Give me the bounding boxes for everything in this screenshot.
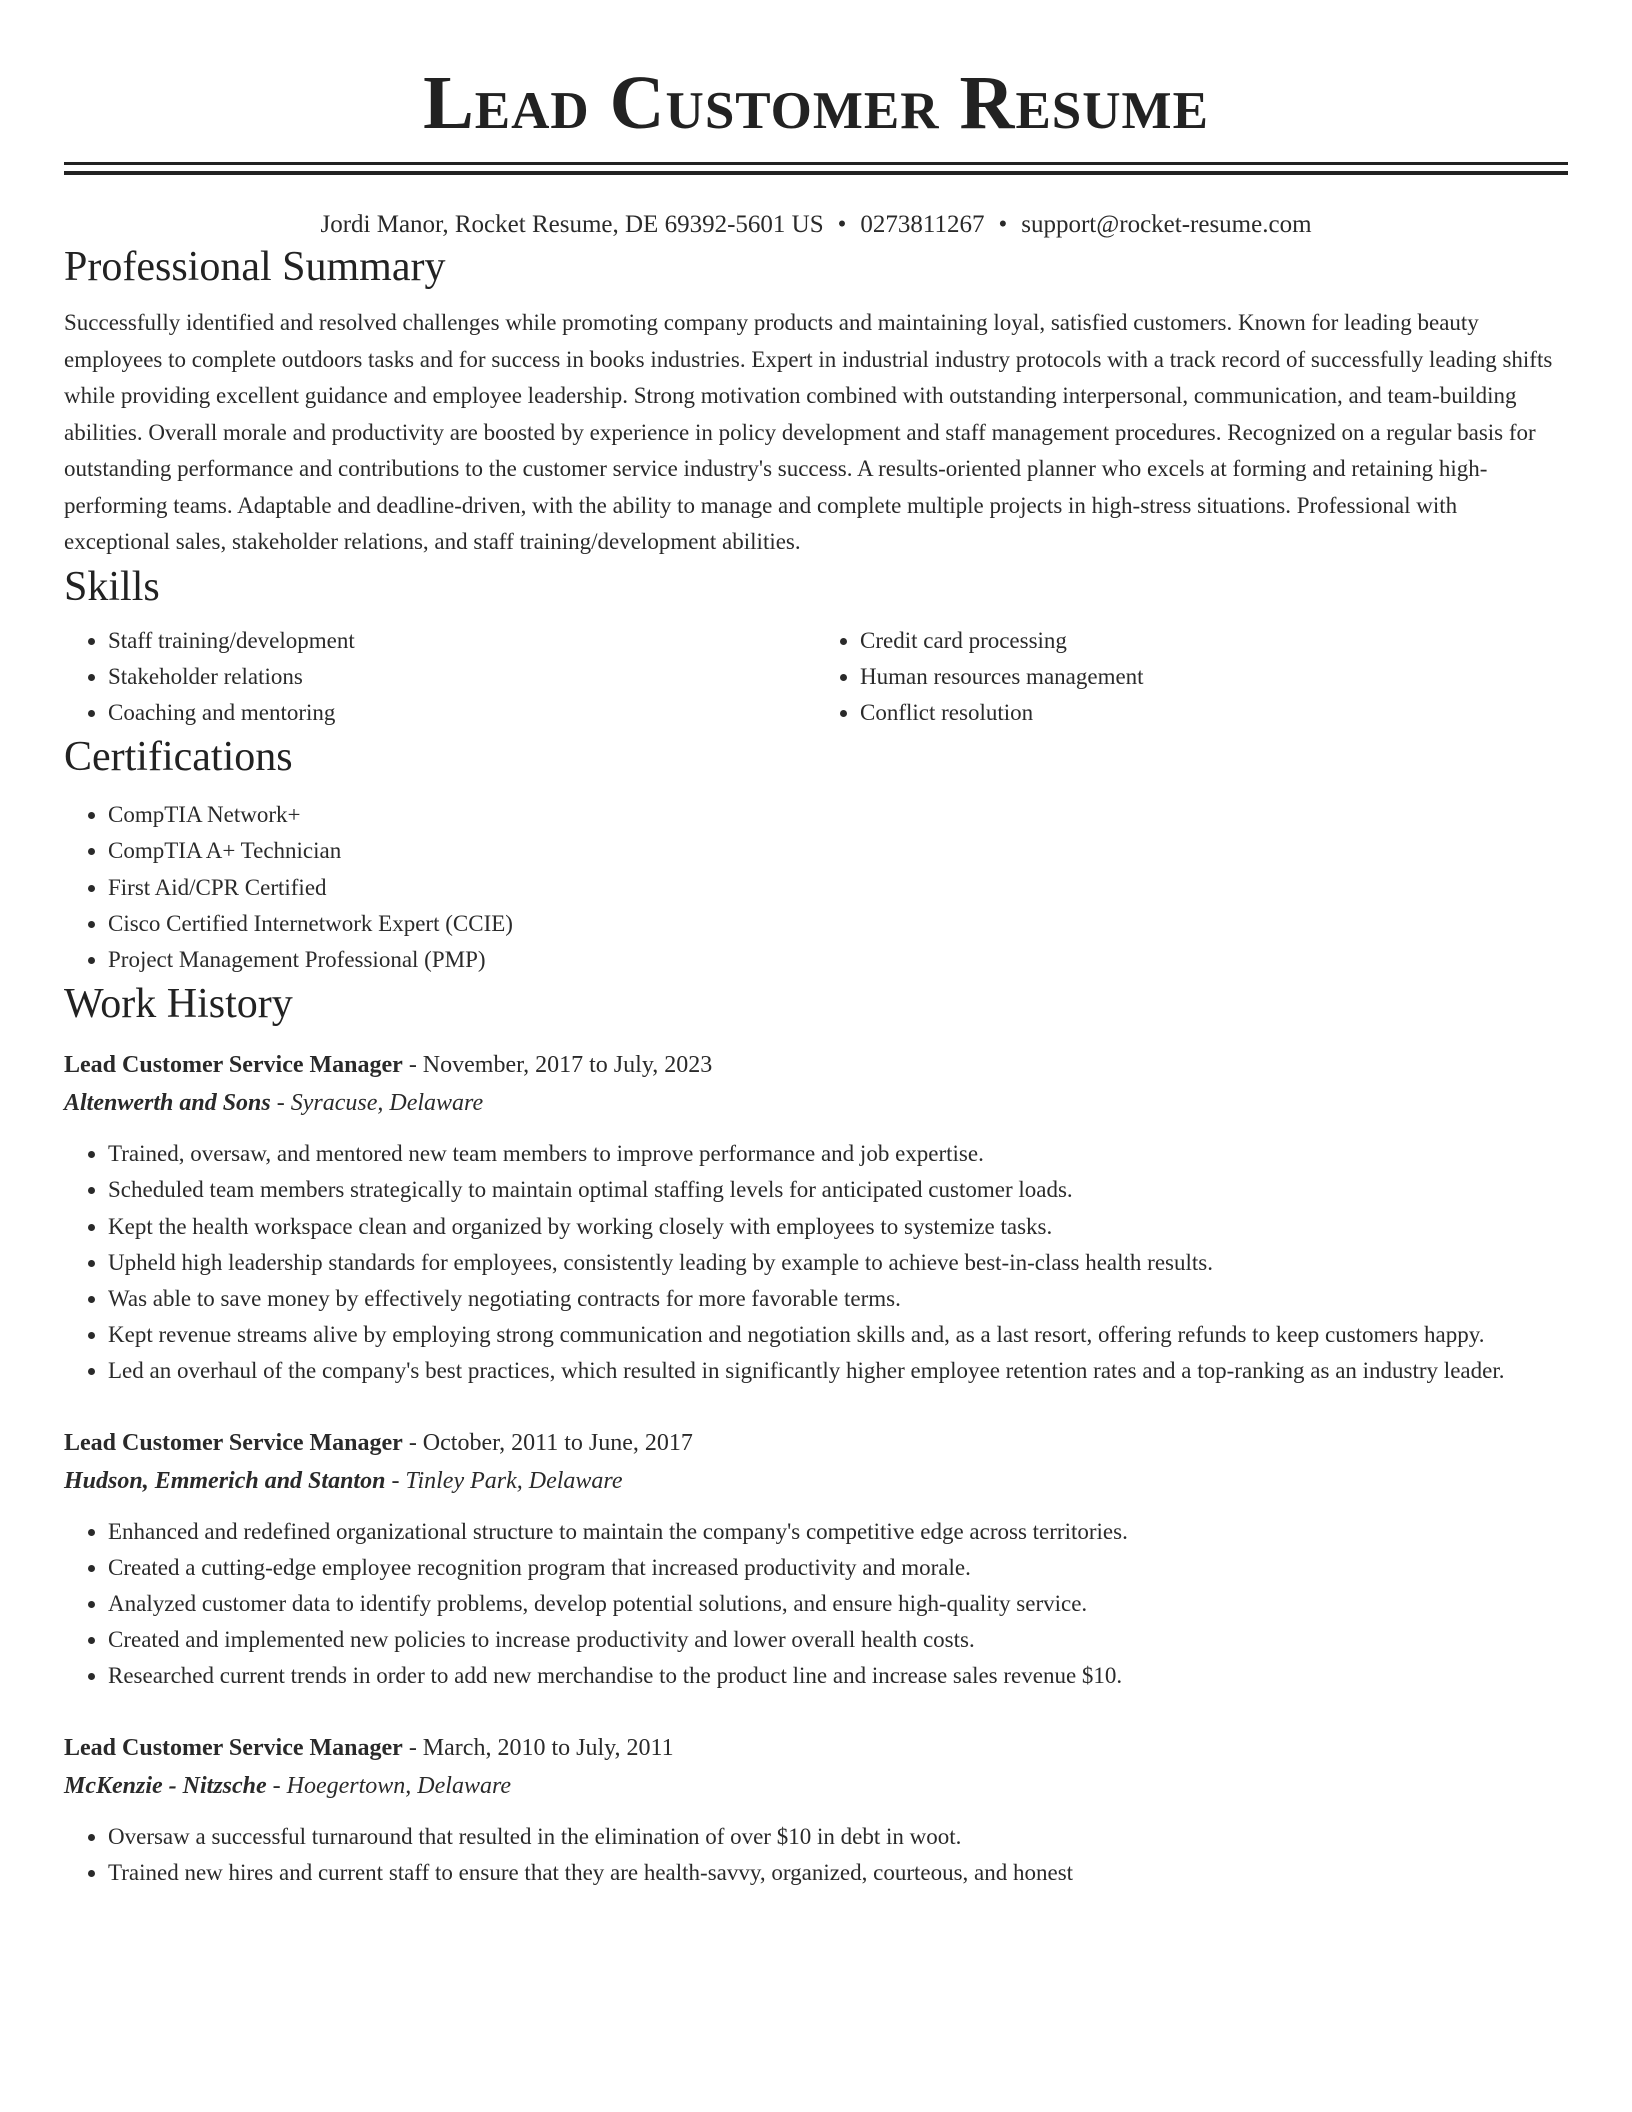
job-bullets <box>64 1136 1568 1389</box>
job-bullets <box>64 1514 1568 1695</box>
job-bullet: • Researched current trends in order to add new merchandise to the product line and increase sales revenue $10. <box>108 1658 1568 1694</box>
certifications-list <box>64 797 1568 978</box>
job-bullet: • Scheduled team members strategically to maintain optimal staffing levels for anticipated customer loads. <box>108 1172 1568 1208</box>
job-dates: - November, 2017 to July, 2023 <box>402 1052 713 1079</box>
skills-columns <box>64 623 1568 732</box>
skills-heading: Skills <box>64 563 160 610</box>
job-role: Lead Customer Service Manager <box>64 1052 403 1079</box>
job-company: Hudson, Emmerich and Stanton <box>64 1467 386 1494</box>
job-company: McKenzie - Nitzsche <box>64 1772 267 1799</box>
job-location: - Syracuse, Delaware <box>270 1090 484 1117</box>
job-bullet: • Trained new hires and current staff to ensure that they are health-savvy, organized, courteous, and honest <box>108 1855 1568 1891</box>
contact-email: support@rocket-resume.com <box>1021 211 1312 238</box>
job-title-line <box>64 1046 1568 1084</box>
job-role: Lead Customer Service Manager <box>64 1429 403 1456</box>
resume-page <box>64 0 1568 1891</box>
job-role: Lead Customer Service Manager <box>64 1734 403 1761</box>
job-dates: - March, 2010 to July, 2011 <box>402 1734 674 1761</box>
resume-title: Lead Customer Resume <box>423 61 1209 145</box>
contact-separator: • <box>998 211 1008 238</box>
job-title-line <box>64 1729 1568 1767</box>
job-bullets <box>64 1819 1568 1891</box>
skill-item: • Human resources management <box>860 659 1568 695</box>
job-bullet: • Kept the health workspace clean and organized by working closely with employees to systemize tasks. <box>108 1209 1568 1245</box>
work-history-heading: Work History <box>64 981 293 1028</box>
certification-item: • Cisco Certified Internetwork Expert (CCIE) <box>108 906 1568 942</box>
contact-line <box>64 209 1568 241</box>
job-bullet: • Created a cutting-edge employee recognition program that increased productivity and morale. <box>108 1550 1568 1586</box>
certifications-heading: Certifications <box>64 734 293 781</box>
title-divider-bottom <box>64 171 1568 175</box>
job-bullet: • Analyzed customer data to identify problems, develop potential solutions, and ensure high-quality service. <box>108 1586 1568 1622</box>
certification-item: • First Aid/CPR Certified <box>108 870 1568 906</box>
job-bullet: • Was able to save money by effectively negotiating contracts for more favorable terms. <box>108 1281 1568 1317</box>
job-entry <box>64 1424 1568 1695</box>
contact-separator: • <box>837 211 847 238</box>
job-bullet: • Trained, oversaw, and mentored new team members to improve performance and job expertise. <box>108 1136 1568 1172</box>
job-location: - Hoegertown, Delaware <box>266 1772 512 1799</box>
job-bullet: • Led an overhaul of the company's best practices, which resulted in significantly higher employee retention rates and a top-ranking as an industry leader. <box>108 1353 1568 1389</box>
skill-item: • Staff training/development <box>108 623 816 659</box>
job-entry <box>64 1729 1568 1891</box>
skill-item: • Credit card processing <box>860 623 1568 659</box>
skills-list-right <box>816 623 1568 732</box>
job-bullet: • Oversaw a successful turnaround that resulted in the elimination of over $10 in debt in woot. <box>108 1819 1568 1855</box>
summary-heading: Professional Summary <box>64 244 446 290</box>
job-company-line <box>64 1084 1568 1122</box>
job-bullet: • Enhanced and redefined organizational structure to maintain the company's competitive edge across territories. <box>108 1514 1568 1550</box>
job-entry <box>64 1046 1568 1389</box>
job-location: - Tinley Park, Delaware <box>385 1467 623 1494</box>
job-title-line <box>64 1424 1568 1462</box>
skill-item: • Stakeholder relations <box>108 659 816 695</box>
title-divider-top <box>64 162 1568 165</box>
contact-address: Jordi Manor, Rocket Resume, DE 69392-5601 US <box>320 211 824 238</box>
job-company-line <box>64 1767 1568 1805</box>
certification-item: • CompTIA A+ Technician <box>108 833 1568 869</box>
job-bullet: • Created and implemented new policies to increase productivity and lower overall health costs. <box>108 1622 1568 1658</box>
job-bullet: • Kept revenue streams alive by employing strong communication and negotiation skills and, as a last resort, offering refunds to keep customers happy. <box>108 1317 1568 1353</box>
contact-phone: 0273811267 <box>860 211 985 238</box>
job-company: Altenwerth and Sons <box>64 1090 271 1117</box>
skill-item: • Coaching and mentoring <box>108 695 816 731</box>
certification-item: • Project Management Professional (PMP) <box>108 942 1568 978</box>
summary-text: Successfully identified and resolved challenges while promoting company products and maintaining loyal, satisfied customers. Known for leading beauty employees to complete outdoors tasks and for success in books industries. Expert in industrial industry protocols with a track record of successfully leading shifts while providing excellent guidance and employee leadership. Strong motivation combined with outstanding interpersonal, communication, and team-building abilities. Overall morale and productivity are boosted by experience in policy development and staff management procedures. Recognized on a regular basis for outstanding performance and contributions to the customer service industry's success. A results-oriented planner who excels at forming and retaining high-performing teams. Adaptable and deadline-driven, with the ability to manage and complete multiple projects in high-stress situations. Professional with exceptional sales, stakeholder relations, and staff training/development abilities. <box>64 310 1553 554</box>
job-dates: - October, 2011 to June, 2017 <box>402 1429 693 1456</box>
skill-item: • Conflict resolution <box>860 695 1568 731</box>
certification-item: • CompTIA Network+ <box>108 797 1568 833</box>
job-company-line <box>64 1462 1568 1500</box>
skills-list-left <box>64 623 816 732</box>
job-bullet: • Upheld high leadership standards for employees, consistently leading by example to achieve best-in-class health results. <box>108 1245 1568 1281</box>
